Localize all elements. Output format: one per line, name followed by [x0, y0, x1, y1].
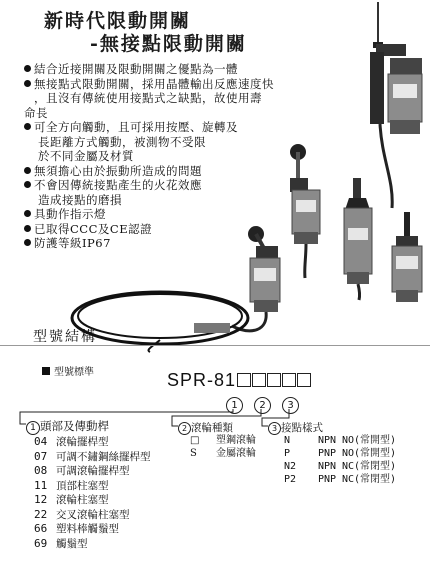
list-item: 66 塑料棒觸鬚型	[34, 522, 119, 535]
feature-item: 無須擔心由於振動所造成的問題	[24, 164, 364, 179]
group-1-heading: 1 頭部及傳動桿	[26, 418, 109, 435]
list-item: N2 NPN NC(常閉型)	[284, 461, 397, 472]
group-2-list	[190, 434, 256, 460]
list-item: 07 可調不鏽鋼絲擺桿型	[34, 449, 151, 463]
feature-item-cont: 造成接點的磨損	[38, 192, 122, 207]
feature-item-cont: 命長	[24, 105, 48, 120]
list-item: 08 可調滾輪擺桿型	[34, 464, 130, 477]
marker-2: 2	[254, 393, 271, 414]
group-3-list	[284, 434, 396, 486]
title-line-1: 新時代限動開關	[44, 10, 192, 32]
feature-item: 防護等級IP67	[24, 236, 364, 251]
feature-item: 無接點式限動開關，採用晶體輸出反應速度快	[24, 77, 364, 92]
section-title: 型號結構	[33, 329, 97, 345]
title-line-2: -無接點限動開關	[90, 33, 247, 55]
marker-3: 3	[282, 393, 299, 414]
group-3-heading: 3 接點樣式	[268, 420, 323, 435]
group-1-list	[34, 435, 151, 551]
list-item: 12 滾輪柱塞型	[34, 493, 109, 506]
feature-item: 已取得CCC及CE認證	[24, 222, 364, 237]
feature-item: 可全方向觸動，且可採用按壓、旋轉及	[24, 120, 364, 135]
model-standard-label: 型號標準	[54, 367, 94, 378]
feature-item-cont: ，且沒有傳統使用接點式之缺點，故使用壽	[34, 91, 262, 105]
feature-item-cont: 於不同金屬及材質	[38, 149, 134, 163]
feature-item-cont: 長距離方式觸動，被測物不受限	[38, 134, 206, 149]
model-prefix: SPR-81	[167, 370, 237, 390]
list-item: 11 頂部柱塞型	[34, 478, 109, 492]
list-item: 22 交叉滾輪柱塞型	[34, 507, 130, 521]
feature-item: 結合近接開關及限動開關之優點為一體	[24, 62, 364, 77]
list-item: S 金屬滾輪	[190, 448, 256, 459]
marker-1: 1	[226, 393, 243, 414]
group-2-heading: 2 滾輪種類	[178, 420, 233, 435]
list-item: 69 觸鬚型	[34, 536, 88, 550]
feature-item: 具動作指示燈	[24, 207, 364, 222]
list-item: □ 塑鋼滾輪	[190, 435, 256, 446]
feature-item: 不會因傳統接點產生的火花效應	[24, 178, 364, 193]
list-item: N NPN NO(常開型)	[284, 435, 397, 446]
list-item: P2 PNP NC(常閉型)	[284, 474, 397, 485]
list-item: 04 滾輪擺桿型	[34, 435, 109, 448]
list-item: P PNP NO(常開型)	[284, 448, 397, 459]
